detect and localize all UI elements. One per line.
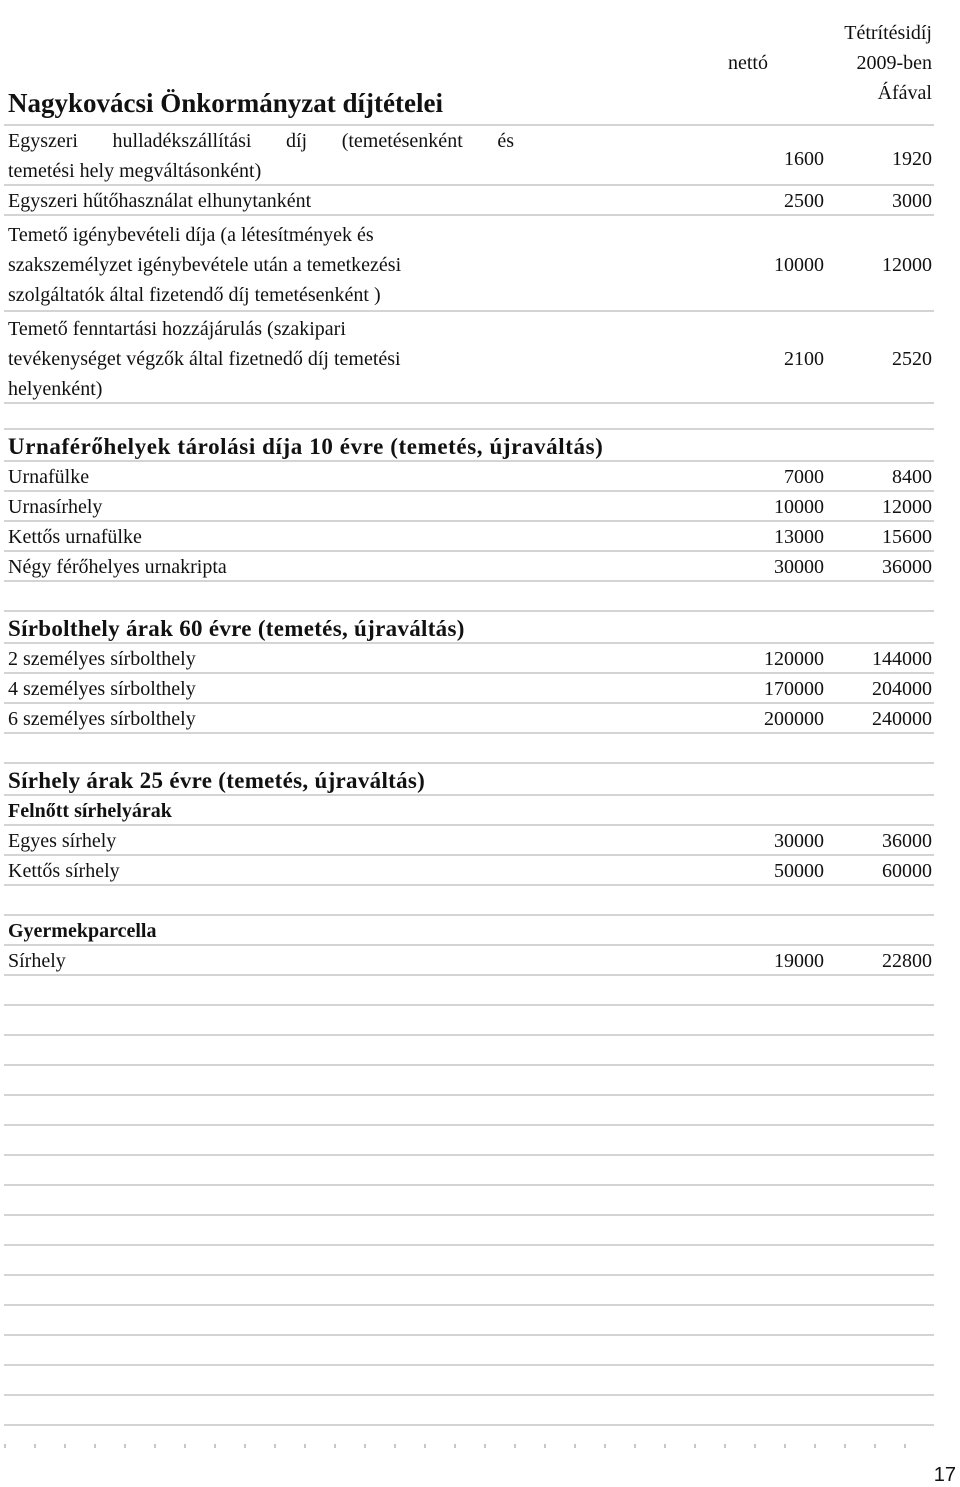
fee-label: Négy férőhelyes urnakripta bbox=[8, 556, 227, 578]
gross-price: 15600 bbox=[882, 526, 932, 548]
net-price: 13000 bbox=[774, 526, 824, 548]
empty-row bbox=[4, 1334, 934, 1366]
empty-row bbox=[4, 1124, 934, 1156]
brutto-header-line-1: Tétrítésidíj bbox=[844, 22, 932, 44]
empty-row bbox=[4, 1214, 934, 1246]
net-price: 10000 bbox=[774, 254, 824, 276]
fee-row bbox=[4, 672, 934, 704]
gross-price: 1920 bbox=[892, 148, 932, 170]
header-row bbox=[4, 4, 934, 124]
fee-label: Kettős urnafülke bbox=[8, 526, 142, 548]
gross-price: 8400 bbox=[892, 466, 932, 488]
spacer-row bbox=[4, 580, 934, 612]
fee-label: Temető fenntartási hozzájárulás (szakipari bbox=[8, 318, 346, 340]
page-title: Nagykovácsi Önkormányzat díjtételei bbox=[8, 88, 443, 118]
fee-label: Temető igénybevételi díja (a létesítmények és bbox=[8, 224, 374, 246]
empty-row bbox=[4, 1094, 934, 1126]
gross-price: 22800 bbox=[882, 950, 932, 972]
fee-label: 4 személyes sírbolthely bbox=[8, 678, 196, 700]
section-row bbox=[4, 428, 934, 462]
net-price: 50000 bbox=[774, 860, 824, 882]
empty-row bbox=[4, 1394, 934, 1426]
fee-row bbox=[4, 702, 934, 734]
empty-row bbox=[4, 1244, 934, 1276]
empty-row bbox=[4, 1004, 934, 1036]
empty-row bbox=[4, 974, 934, 1006]
gross-price: 36000 bbox=[882, 830, 932, 852]
subsection-row bbox=[4, 914, 934, 946]
spacer-row bbox=[4, 402, 934, 430]
section-title-urna: Urnaférőhelyek tárolási díja 10 évre (temetés, újraváltás) bbox=[8, 434, 604, 459]
fee-row bbox=[4, 124, 934, 186]
page-number: 17 bbox=[933, 1464, 956, 1486]
gross-price: 240000 bbox=[872, 708, 932, 730]
empty-row bbox=[4, 1184, 934, 1216]
empty-row bbox=[4, 1424, 934, 1444]
empty-row bbox=[4, 1064, 934, 1096]
brutto-header-line-3: Áfával bbox=[877, 82, 932, 104]
fee-row bbox=[4, 184, 934, 216]
fee-row bbox=[4, 944, 934, 976]
net-price: 200000 bbox=[764, 708, 824, 730]
fee-label: 6 személyes sírbolthely bbox=[8, 708, 196, 730]
net-price: 2100 bbox=[784, 348, 824, 370]
section-title-sirhely: Sírhely árak 25 évre (temetés, újraváltás) bbox=[8, 768, 426, 793]
fee-label: 2 személyes sírbolthely bbox=[8, 648, 196, 670]
fee-label: Urnafülke bbox=[8, 466, 90, 488]
fee-label: szolgáltatók által fizetendő díj temetésenként ) bbox=[8, 284, 381, 306]
spacer-row bbox=[4, 884, 934, 916]
fee-row bbox=[4, 460, 934, 492]
empty-row bbox=[4, 1154, 934, 1186]
spacer-row bbox=[4, 732, 934, 764]
fee-label: helyenként) bbox=[8, 378, 103, 400]
gross-price: 144000 bbox=[872, 648, 932, 670]
gross-price: 60000 bbox=[882, 860, 932, 882]
fee-row bbox=[4, 310, 934, 404]
section-row bbox=[4, 610, 934, 644]
empty-row bbox=[4, 1034, 934, 1066]
fee-label: Egyszeri hűtőhasználat elhunytanként bbox=[8, 190, 312, 212]
net-price: 1600 bbox=[784, 148, 824, 170]
net-price: 2500 bbox=[784, 190, 824, 212]
fee-label: tevékenységet végzők által fizetnedő díj temetési bbox=[8, 348, 401, 370]
fee-row bbox=[4, 824, 934, 856]
gross-price: 3000 bbox=[892, 190, 932, 212]
fee-label: Urnasírhely bbox=[8, 496, 103, 518]
fee-label: temetési hely megváltásonként) bbox=[8, 160, 262, 182]
net-price: 170000 bbox=[764, 678, 824, 700]
fee-row bbox=[4, 490, 934, 522]
fee-row bbox=[4, 520, 934, 552]
fee-row bbox=[4, 854, 934, 886]
subsection-title-adult: Felnőtt sírhelyárak bbox=[8, 800, 172, 822]
section-title-sirbolt: Sírbolthely árak 60 évre (temetés, újraváltás) bbox=[8, 616, 465, 641]
net-price: 30000 bbox=[774, 830, 824, 852]
fee-table bbox=[4, 4, 934, 1444]
empty-row bbox=[4, 1304, 934, 1336]
fee-row bbox=[4, 214, 934, 312]
empty-row bbox=[4, 1274, 934, 1306]
gross-price: 12000 bbox=[882, 496, 932, 518]
gross-price: 12000 bbox=[882, 254, 932, 276]
subsection-row bbox=[4, 794, 934, 826]
gross-price: 36000 bbox=[882, 556, 932, 578]
fee-row bbox=[4, 642, 934, 674]
net-price: 7000 bbox=[784, 466, 824, 488]
fee-label: Egyszeri hulladékszállítási díj (temetésenként és bbox=[8, 130, 514, 152]
net-price: 10000 bbox=[774, 496, 824, 518]
subsection-title-children: Gyermekparcella bbox=[8, 920, 157, 942]
net-price: 30000 bbox=[774, 556, 824, 578]
net-price: 19000 bbox=[774, 950, 824, 972]
fee-label: Egyes sírhely bbox=[8, 830, 117, 852]
section-row bbox=[4, 762, 934, 796]
gross-price: 2520 bbox=[892, 348, 932, 370]
gross-price: 204000 bbox=[872, 678, 932, 700]
fee-label: Kettős sírhely bbox=[8, 860, 120, 882]
fee-label: Sírhely bbox=[8, 950, 66, 972]
fee-row bbox=[4, 550, 934, 582]
net-price: 120000 bbox=[764, 648, 824, 670]
fee-label: szakszemélyzet igénybevétele után a temetkezési bbox=[8, 254, 402, 276]
netto-header: nettó bbox=[728, 52, 768, 74]
brutto-header-line-2: 2009-ben bbox=[856, 52, 932, 74]
empty-row bbox=[4, 1364, 934, 1396]
